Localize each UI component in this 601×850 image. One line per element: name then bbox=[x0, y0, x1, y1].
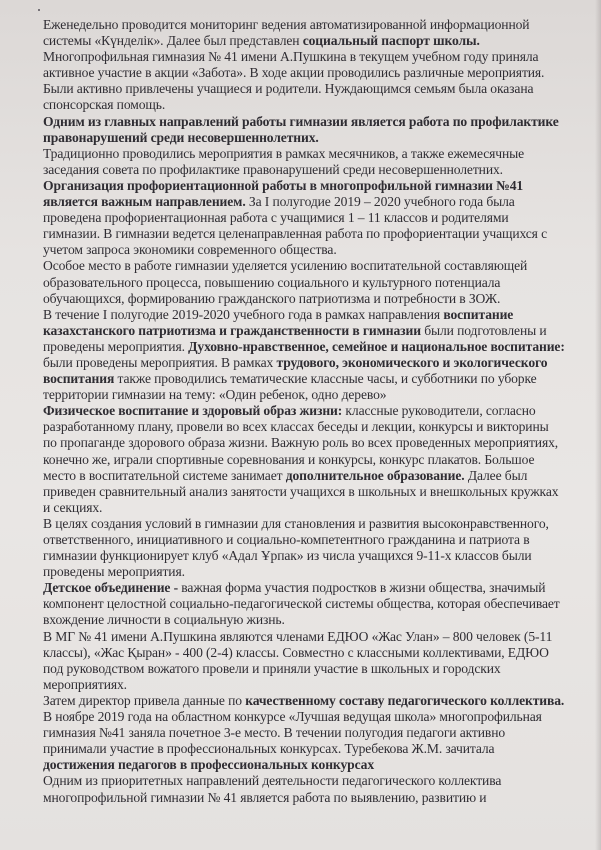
paragraph-text: В МГ № 41 имени А.Пушкина являются членами ЕДЮО «Жас Улан» – 800 человек (5-11 классы), «Жас Қыран» - 400 (2-4) классы. Совместно с классными коллективами, ЕДЮО под руководством вожатого провели и приняли участие в школьных и городских мероприятиях. bbox=[43, 628, 553, 692]
paragraph-11 bbox=[43, 693, 565, 773]
paragraph-text: были проведены мероприятия. В рамках bbox=[43, 354, 277, 370]
bold-heading-text: Духовно-нравственное, семейное и национальное воспитание: bbox=[188, 338, 565, 354]
paragraph-text: В течение I полугодие 2019-2020 учебного года в рамках направления bbox=[43, 306, 444, 322]
bold-heading-text: дополнительное образование. bbox=[285, 467, 465, 483]
paragraph-10 bbox=[43, 629, 565, 693]
bold-heading-text: Одним из главных направлений работы гимназии является работа по профилактике правонарушений среди несовершеннолетних. bbox=[43, 113, 559, 145]
paragraph-text: Многопрофильная гимназия № 41 имени А.Пушкина в текущем учебном году приняла активное участие в акции «Забота». В ходе акции проводились различные мероприятия. Были активно привлечены учащиеся и родители. Нуждающимся семьям была оказана спонсорская помощь. bbox=[43, 49, 545, 113]
document-body bbox=[43, 17, 565, 806]
paragraph-text: За I полугодие 2019 – 2020 учебного года была проведена профориентационная работа с учащимися 1 – 11 классов и родителями гимназии. В гимназии ведется целенаправленная работа по профориентации учащихся с учетом запроса экономики современного общества. bbox=[43, 194, 548, 258]
paragraph-12 bbox=[43, 773, 565, 805]
paragraph-6 bbox=[43, 307, 565, 404]
paragraph-text: Традиционно проводились мероприятия в рамках месячников, а также ежемесячные заседания совета по профилактике правонарушений среди несовершеннолетних. bbox=[43, 145, 525, 177]
paragraph-text: Особое место в работе гимназии уделяется усилению воспитательной составляющей образовательного процесса, повышению социального и культурного потенциала обучающихся, формированию гражданского патриотизма и потребности в ЗОЖ. bbox=[43, 258, 528, 306]
paragraph-text: также проводились тематические классные часы, и субботники по уборке территории гимназии на тему: «Один ребенок, одно дерево» bbox=[43, 371, 537, 403]
paragraph-7 bbox=[43, 403, 565, 516]
paragraph-text: Далее был приведен сравнительный анализ занятости учащихся в школьных и внешкольных кружках и секциях. bbox=[43, 467, 559, 515]
scan-speck bbox=[38, 9, 40, 11]
bold-heading-text: воспитание казахстанского патриотизма и гражданственности в гимназии bbox=[43, 306, 514, 338]
paragraph-text: Еженедельно проводится мониторинг ведения автоматизированной информационной системы «Күнделік». Далее был представлен bbox=[43, 17, 530, 49]
bold-heading-text: Физическое воспитание и здоровый образ жизни: bbox=[43, 403, 343, 419]
paragraph-text: Одним из приоритетных направлений деятельности педагогического коллектива многопрофильной гимназии № 41 является работа по выявлению, развитию и bbox=[43, 773, 502, 805]
paragraph-text: были подготовлены и проведены мероприятия. bbox=[43, 322, 547, 354]
paragraph-4 bbox=[43, 178, 565, 258]
paragraph-text: важная форма участия подростков в жизни общества, значимый компонент целостной социально-педагогической системы общества, которая обеспечивает вхождение личности в социальную жизнь. bbox=[43, 580, 560, 628]
bold-heading-text: достижения педагогов в профессиональных конкурсах bbox=[43, 757, 374, 773]
paragraph-2 bbox=[43, 114, 565, 146]
paragraph-text: В целях создания условий в гимназии для становления и развития высоконравственного, ответственного, инициативного и социально-компетентного гражданина и патриота в гимназии функционирует клуб «Адал Ұрпак» из числа учащихся 9-11-х классов были проведены мероприятия. bbox=[43, 515, 549, 580]
paragraph-9 bbox=[43, 580, 565, 628]
paragraph-8 bbox=[43, 516, 565, 580]
paragraph-text: Затем директор привела данные по bbox=[43, 692, 246, 708]
bold-heading-text: качественному составу педагогического коллектива. bbox=[245, 692, 565, 708]
paragraph-5 bbox=[43, 258, 565, 306]
paragraph-1 bbox=[43, 17, 565, 114]
paragraph-3 bbox=[43, 146, 565, 178]
bold-heading-text: Организация профориентационной работы в многопрофильной гимназии №41 является важным направлением. bbox=[43, 177, 524, 210]
paragraph-text: В ноябре 2019 года на областном конкурсе «Лучшая ведущая школа» многопрофильная гимназия №41 заняла почетное 3-е место. В течении полугодия педагоги активно принимали участие в профессиональных конкурсах. Туребекова Ж.М. зачитала bbox=[43, 709, 542, 757]
bold-heading-text: трудового, экономического и экологического воспитания bbox=[43, 354, 548, 387]
paragraph-text: классные руководители, согласно разработанному плану, провели во всех классах беседы и лекции, конкурсы и викторины по пропаганде здорового образа жизни. Важную роль во всех проведенных мероприятиях, конечно же, играли спортивные соревнования и конкурсы, конкурс плакатов. Большое место в воспитательной системе занимает bbox=[43, 403, 559, 483]
bold-heading-text: Детское объединение - bbox=[43, 580, 179, 596]
bold-heading-text: социальный паспорт школы. bbox=[302, 33, 480, 49]
